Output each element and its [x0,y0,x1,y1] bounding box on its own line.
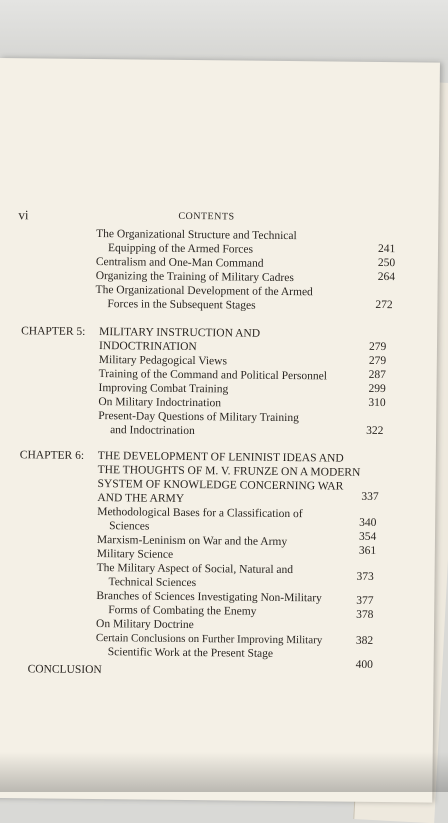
conclusion-page: 400 [355,658,373,671]
toc-entry-title-cont: Equipping of the Armed Forces [107,242,254,256]
toc-entry-title: On Military Doctrine [96,618,194,632]
chapter-page: 337 [361,490,379,503]
toc-entry-page: 322 [366,424,384,438]
chapter-title-cont: INDOCTRINATION [98,340,197,354]
chapter-title-cont: THE THOUGHTS OF M. V. FRUNZE ON A MODERN [97,464,361,479]
chapter-label: CHAPTER 5: [21,325,86,338]
contents-listing [0,58,400,782]
toc-entry-page: 279 [368,354,387,368]
toc-entry-title: Methodological Bases for a Classification of [97,506,303,521]
toc-entry-title-cont: Forces in the Subsequent Stages [107,298,256,312]
toc-entry-title: Training of the Command and Political Personnel [98,368,328,383]
toc-entry-title: The Organizational Structure and Technical [96,228,297,243]
chapter-page: 279 [368,340,387,354]
toc-entry-title-cont: Forms of Combating the Enemy [108,604,257,618]
toc-entry-title: Marxism-Leninism on War and the Army [96,534,288,549]
toc-entry-title-cont: Sciences [109,520,150,533]
toc-entry-title: Present-Day Questions of Military Training [98,410,299,425]
toc-entry-page: 287 [368,368,387,382]
toc-entry-page: 241 [377,242,396,256]
toc-entry-title: On Military Indoctrination [98,396,222,410]
toc-entry-page: 250 [377,256,396,270]
toc-entry-title-cont: Technical Sciences [108,576,197,590]
background [0,0,448,60]
toc-entry-page: 264 [377,270,396,284]
page-number: vi [18,207,29,223]
page-heading: CONTENTS [178,210,235,223]
toc-entry-title: Organizing the Training of Military Cadres [95,270,294,285]
conclusion-label: CONCLUSION [27,663,102,677]
chapter-title: MILITARY INSTRUCTION AND [99,326,261,340]
chapter-title: THE DEVELOPMENT OF LENINIST IDEAS AND [97,450,344,465]
toc-entry-page: 378 [356,608,374,621]
toc-entry-title: Improving Combat Training [98,382,229,396]
chapter-label: CHAPTER 6: [19,449,85,462]
toc-entry-title-cont: Scientific Work at the Present Stage [107,646,274,660]
toc-entry-page: 361 [358,544,377,557]
toc-entry-page: 373 [356,570,374,583]
toc-entry-title: Centralism and One-Man Command [95,256,264,270]
toc-entry-page: 354 [358,530,377,543]
toc-entry-page: 272 [375,298,393,312]
toc-entry-title: Branches of Sciences Investigating Non-Military [96,590,322,605]
toc-entry-title: Certain Conclusions on Further Improving Military [95,632,323,647]
toc-entry-title: The Military Aspect of Social, Natural and [96,562,294,577]
toc-entry-page: 377 [356,594,374,607]
toc-entry-title: The Organizational Development of the Armed [95,284,313,299]
toc-entry-page: 382 [355,634,374,647]
toc-entry-title: Military Science [96,548,174,561]
toc-entry-page: 340 [359,516,377,529]
chapter-title-cont: AND THE ARMY [97,492,185,505]
book-page [0,58,440,803]
toc-entry-title: Military Pedagogical Views [98,354,228,368]
toc-entry-title-cont: and Indoctrination [110,424,195,438]
toc-entry-page: 310 [368,396,386,410]
toc-entry-page: 299 [368,382,386,396]
page-shadow [0,752,448,792]
chapter-title-cont: SYSTEM OF KNOWLEDGE CONCERNING WAR [97,478,344,493]
